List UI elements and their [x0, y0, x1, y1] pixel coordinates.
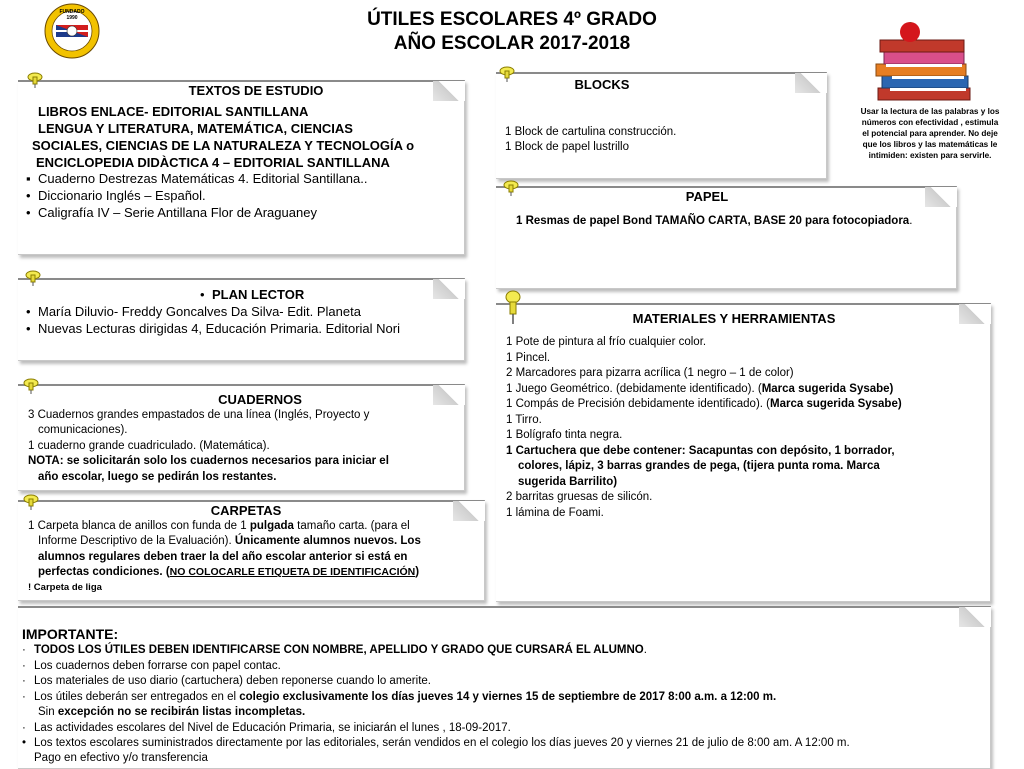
page-title: ÚTILES ESCOLARES 4º GRADO	[367, 9, 657, 30]
page-subtitle: AÑO ESCOLAR 2017-2018	[393, 33, 631, 54]
importante-heading: IMPORTANTE:	[22, 626, 119, 642]
plan-item: María Diluvio- Freddy Goncalves Da Silva- Edit. Planeta	[38, 304, 361, 319]
importante-item: Los cuadernos deben forrarse con papel contac.	[34, 660, 281, 672]
bullet-icon: ·	[22, 691, 26, 703]
bullet-icon: •	[26, 205, 31, 220]
bullet-icon: ·	[22, 722, 26, 734]
materiales-item-bold: Marca sugerida Sysabe)	[761, 383, 894, 395]
pushpin-icon	[22, 378, 40, 392]
pushpin-icon	[22, 494, 40, 508]
bullet-icon: •	[26, 304, 31, 319]
bullet-icon: ·	[22, 675, 26, 687]
cuadernos-note-cont: año escolar, luego se pedirán los restantes.	[38, 471, 277, 483]
importante-item	[34, 690, 776, 706]
carpetas-line: ! Carpeta de liga	[28, 582, 102, 593]
materiales-heading: MATERIALES Y HERRAMIENTAS	[632, 311, 836, 326]
pushpin-icon	[504, 290, 522, 326]
cuadernos-heading: CUADERNOS	[218, 392, 302, 407]
papel-text-end: .	[909, 215, 913, 227]
materiales-item-bold: Cartuchera que debe contener: Sacapuntas con depósito, 1 borrador,	[515, 445, 895, 457]
plan-item: Nuevas Lecturas dirigidas 4, Educación Primaria. Editorial Nori	[38, 321, 400, 336]
materiales-item: 1 Pote de pintura al frío cualquier color.	[506, 336, 707, 348]
books-apple-illustration	[868, 22, 980, 104]
materiales-item: 1 Bolígrafo tinta negra.	[506, 429, 623, 441]
blocks-heading: BLOCKS	[574, 77, 630, 92]
pushpin-icon	[24, 270, 42, 284]
school-logo	[44, 3, 100, 59]
cuadernos-item: 3 Cuadernos grandes empastados de una línea (Inglés, Proyecto y	[28, 409, 370, 421]
textos-line: SOCIALES, CIENCIAS DE LA NATURALEZA Y TECNOLOGÍA o	[32, 138, 415, 153]
logo-text: FUNDADO 1990	[59, 9, 85, 21]
carpetas-heading: CARPETAS	[210, 503, 282, 518]
textos-line: LIBROS ENLACE- EDITORIAL SANTILLANA	[38, 104, 309, 119]
carpetas-text-bold: perfectas condiciones. (	[38, 566, 170, 578]
materiales-item: 1 lámina de Foami.	[506, 507, 604, 519]
importante-item: Los textos escolares suministrados directamente por las editoriales, serán vendidos en el colegio los días jueves 20 y viernes 21 de julio de 8:00 am. A 12:00 m.	[34, 737, 850, 749]
materiales-item-cont: colores, lápiz, 3 barras grandes de pega, (tijera punta roma. Marca	[518, 460, 880, 472]
carpetas-text: 1 Carpeta blanca de anillos con funda de 1	[28, 520, 250, 532]
importante-item: Los materiales de uso diario (cartuchera) deben reponerse cuando lo amerite.	[34, 675, 431, 687]
pushpin-icon	[26, 72, 44, 86]
reading-note-line: que los libros y las matemáticas le	[862, 140, 998, 149]
reading-note-line: Usar la lectura de las palabras y los	[860, 107, 1000, 116]
importante-text: Los útiles deberán ser entregados en el	[34, 691, 240, 703]
importante-item: Las actividades escolares del Nivel de Educación Primaria, se iniciarán el lunes , 18-09-2017.	[34, 722, 511, 734]
blocks-item: 1 Block de papel lustrillo	[505, 141, 630, 153]
materiales-item: 1 Tirro.	[506, 414, 542, 426]
importante-text-bold: TODOS LOS ÚTILES DEBEN IDENTIFICARSE CON NOMBRE, APELLIDO Y GRADO QUE CURSARÁ EL ALUMNO	[34, 644, 644, 656]
papel-text-bold: 1 Resmas de papel Bond TAMAÑO CARTA, BASE 20 para fotocopiadora	[516, 215, 910, 227]
textos-line: ENCICLOPEDIA DIDÀCTICA 4 – EDITORIAL SANTILLANA	[36, 155, 390, 170]
materiales-item	[506, 397, 902, 413]
materiales-item	[506, 382, 893, 398]
blocks-item: 1 Block de cartulina construcción.	[505, 126, 677, 138]
page-curl	[795, 73, 827, 93]
importante-text: .	[643, 644, 647, 656]
importante-text-bold: colegio exclusivamente los días jueves 14 y viernes 15 de septiembre de 2017 8:00 a.m. a 12:00 m.	[239, 691, 777, 703]
carpetas-warning: NO COLOCARLE ETIQUETA DE IDENTIFICACIÓN	[169, 566, 416, 578]
bullet-icon: ·	[22, 644, 26, 656]
page-curl	[453, 501, 485, 521]
cuadernos-note: NOTA: se solicitarán solo los cuadernos necesarios para iniciar el	[28, 455, 389, 467]
materiales-item-text: 1 Compás de Precisión debidamente identificado). (	[506, 398, 771, 410]
materiales-item-number: 1	[506, 445, 516, 457]
reading-note	[852, 106, 1008, 161]
bullet-icon: •	[26, 188, 31, 203]
page-curl	[925, 187, 957, 207]
page-curl	[959, 607, 991, 627]
carpetas-text-bold: pulgada	[249, 520, 294, 532]
importante-text: Sin	[38, 706, 58, 718]
reading-note-line: números con efectividad , estimula	[861, 118, 999, 127]
carpetas-text-bold: )	[415, 566, 420, 578]
materiales-item: 1 Pincel.	[506, 352, 551, 364]
carpetas-line	[28, 519, 410, 535]
importante-text-bold: excepción no se recibirán listas incompletas.	[57, 706, 306, 718]
textos-item: Diccionario Inglés – Español.	[38, 188, 206, 203]
reading-note-line: intimiden: existen para servirle.	[868, 151, 992, 160]
carpetas-text-bold: Únicamente alumnos nuevos. Los	[234, 535, 421, 547]
materiales-item-bold: Marca sugerida Sysabe)	[770, 398, 902, 410]
papel-heading: PAPEL	[685, 189, 729, 204]
carpetas-text: tamaño carta. (para el	[293, 520, 410, 532]
materiales-item-cont: sugerida Barrilito)	[518, 476, 618, 488]
materiales-item-text: 1 Juego Geométrico. (debidamente identificado). (	[506, 383, 762, 395]
page-curl	[433, 385, 465, 405]
plan-heading: PLAN LECTOR	[212, 287, 305, 302]
bullet-icon: •	[200, 287, 205, 302]
importante-item-cont	[38, 705, 305, 721]
reading-note-line: el potencial para aprender. No deje	[862, 129, 998, 138]
carpetas-line	[38, 534, 421, 550]
carpetas-line: alumnos regulares deben traer la del año escolar anterior si está en	[38, 551, 408, 563]
cuadernos-item: 1 cuaderno grande cuadriculado. (Matemática).	[28, 440, 270, 452]
textos-heading: TEXTOS DE ESTUDIO	[188, 83, 324, 98]
pushpin-icon	[502, 180, 520, 194]
page-curl	[433, 279, 465, 299]
bullet-icon: •	[26, 321, 31, 336]
bullet-icon: ▪	[26, 171, 31, 186]
materiales-item: 2 barritas gruesas de silicón.	[506, 491, 653, 503]
materiales-item: 2 Marcadores para pizarra acrílica (1 negro – 1 de color)	[506, 367, 794, 379]
pushpin-icon	[498, 66, 516, 80]
importante-item-cont: Pago en efectivo y/o transferencia	[34, 752, 208, 764]
textos-line: LENGUA Y LITERATURA, MATEMÁTICA, CIENCIAS	[38, 121, 353, 136]
carpetas-text: Informe Descriptivo de la Evaluación).	[38, 535, 235, 547]
page-curl	[433, 81, 465, 101]
materiales-item	[506, 444, 895, 460]
bullet-icon: •	[22, 737, 27, 749]
importante-item	[34, 643, 647, 659]
page-curl	[959, 304, 991, 324]
papel-text	[516, 214, 912, 230]
bullet-icon: ·	[22, 660, 26, 672]
textos-item: Cuaderno Destrezas Matemáticas 4. Editorial Santillana..	[38, 171, 368, 186]
cuadernos-item-cont: comunicaciones).	[38, 424, 128, 436]
textos-item: Caligrafía IV – Serie Antillana Flor de Araguaney	[38, 205, 317, 220]
carpetas-line	[38, 565, 419, 581]
